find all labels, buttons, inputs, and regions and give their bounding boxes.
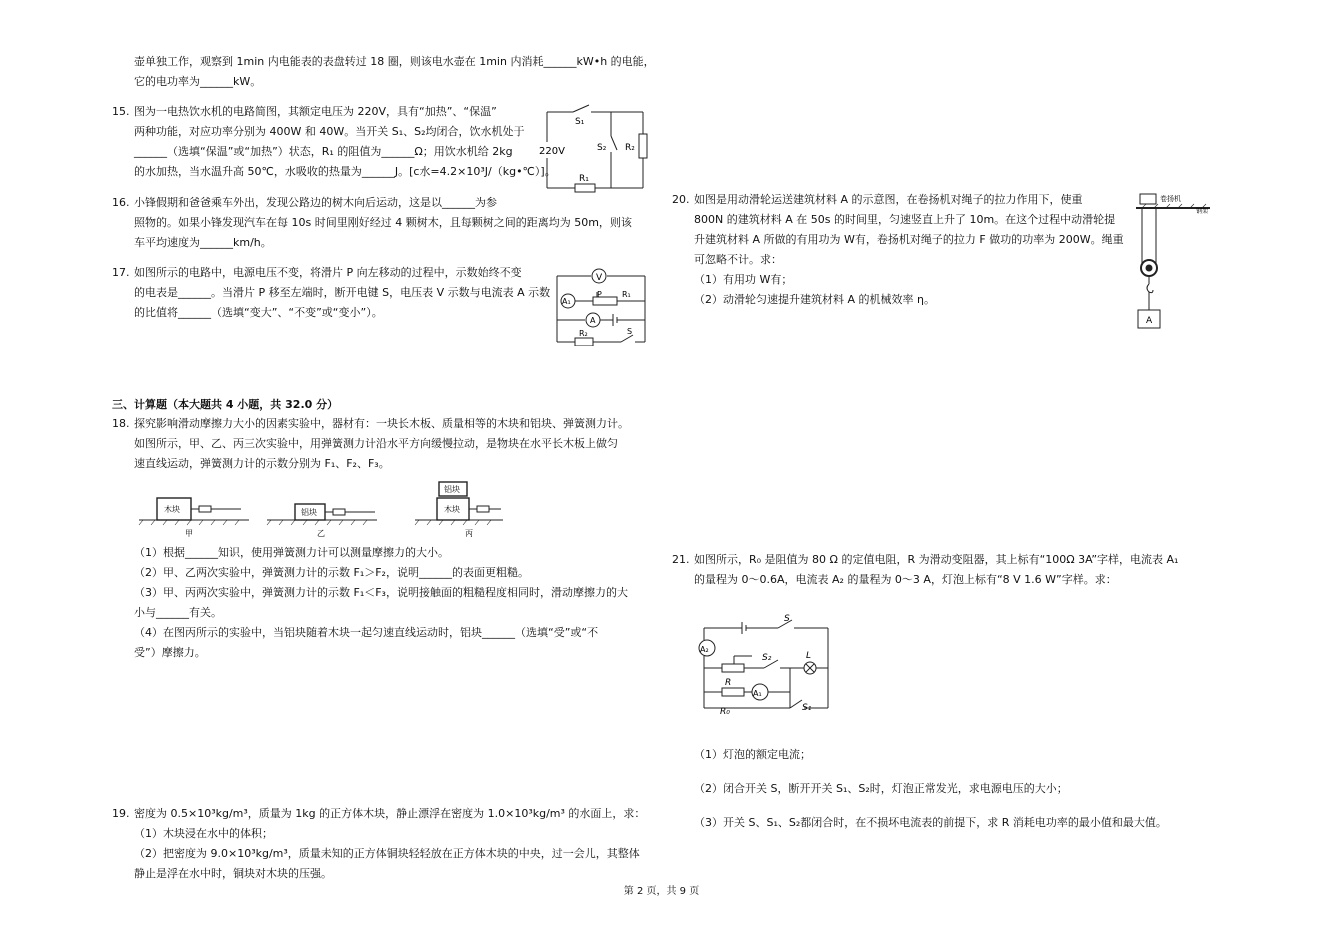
q21-fig-s: S [784,614,790,624]
q17-fig-v: V [596,273,603,283]
section-3-title: 三、计算题（本大题共 4 小题，共 32.0 分） [112,398,339,411]
q17-fig-a1: A₁ [562,297,571,306]
question-20 [672,190,1124,310]
q17-fig-s: S [627,327,633,336]
q16-line-2: 照物的。如果小锋发现汽车在每 10s 时间里刚好经过 4 颗树木，且每颗树之间的距离均为 50m，则该 [134,216,632,229]
q17-number: 17. [112,266,130,279]
question-18 [112,414,629,474]
q18-line-1: 探究影响滑动摩擦力大小的因素实验中，器材有：一块长木板、质量相等的木块和铝块、弹簧测力计。 [134,417,629,430]
q18-fig-al-yi: 铝块 [301,508,317,517]
q21-part-1: （1）灯泡的额定电流； [694,748,811,761]
q17-line-1: 如图所示的电路中，电源电压不变，将滑片 P 向左移动的过程中，示数始终不变 [134,266,522,279]
q18-fig-label-jia: 甲 [185,529,193,538]
q19-part-1: （1）木块浸在水中的体积； [134,827,273,840]
question-14-continued [134,52,655,92]
q20-fig-winch: 卷扬机 [1160,195,1181,203]
q18-fig-wood-jia: 木块 [164,505,180,514]
q15-line-2: 两种功能，对应功率分别为 400W 和 40W。当开关 S₁、S₂均闭合，饮水机处于 [134,125,525,138]
q17-line-3: 的比值将______（选填“变大”、“不变”或“变小”）。 [134,306,383,319]
q19-part-2b: 静止是浮在水中时，铜块对木块的压强。 [134,867,332,880]
q21-circuit-diagram [692,610,842,716]
q18-line-2: 如图所示，甲、乙、丙三次实验中，用弹簧测力计沿水平方向缓慢拉动，是物块在水平长木板上做匀 [134,437,618,450]
q18-fig-wood-bing: 木块 [444,505,460,514]
q17-line-2: 的电表是______。当滑片 P 移至左端时，断开电键 S，电压表 V 示数与电流表 A 示数 [134,286,551,299]
q15-fig-voltage: 220V [539,146,565,157]
q20-line-1: 如图是用动滑轮运送建筑材料 A 的示意图，在卷扬机对绳子的拉力作用下，使重 [694,193,1083,206]
q15-fig-r1: R₁ [579,174,589,184]
q16-line-3: 车平均速度为______km/h。 [134,236,272,249]
q18-part-2: （2）甲、乙两次实验中，弹簧测力计的示数 F₁＞F₂，说明______的表面更粗糙。 [134,566,529,579]
q20-fig-a: A [1146,316,1153,326]
question-18-parts [134,543,628,663]
q21-fig-a1: A₁ [753,689,762,698]
q18-part-4b: 受”）摩擦力。 [134,646,206,659]
q18-line-3: 速直线运动，弹簧测力计的示数分别为 F₁、F₂、F₃。 [134,457,390,470]
page-footer: 第 2 页，共 9 页 [623,886,700,897]
q18-part-1: （1）根据______知识，使用弹簧测力计可以测量摩擦力的大小。 [134,546,449,559]
q18-number: 18. [112,417,130,430]
q20-pulley-diagram [1130,188,1220,334]
q21-fig-s1: S₁ [802,703,812,713]
question-21-parts [694,738,1167,840]
q21-part-2: （2）闭合开关 S，断开开关 S₁、S₂时，灯泡正常发光，求电源电压的大小； [694,782,1068,795]
q18-fig-label-bing: 丙 [465,529,473,538]
question-16 [112,193,632,253]
q21-fig-l: L [806,651,812,661]
q16-line-1: 小锋假期和爸爸乘车外出，发现公路边的树木向后运动，这是以______为参 [134,196,497,209]
q19-line-1: 密度为 0.5×10³kg/m³，质量为 1kg 的正方体木块，静止漂浮在密度为 1.0×10³kg/m³ 的水面上，求： [134,807,646,820]
q20-number: 20. [672,193,690,206]
q17-fig-r2: R₂ [579,329,588,338]
q15-line-4: 的水加热，当水温升高 50℃，水吸收的热量为______J。[c水=4.2×10³J/（kg•℃）]。 [134,165,556,178]
q15-line-1: 图为一电热饮水机的电路简图，其额定电压为 220V，具有“加热”、“保温” [134,105,497,118]
q21-line-2: 的量程为 0～0.6A，电流表 A₂ 的量程为 0～3 A，灯泡上标有“8 V 1.6 W”字样。求： [694,573,1117,586]
q15-line-3: ______（选填“保温”或“加热”）状态，R₁ 的阻值为______Ω；用饮水机给 2kg [134,145,513,158]
q20-part-1: （1）有用功 W有； [694,273,793,286]
q21-part-3: （3）开关 S、S₁、S₂都闭合时，在不损坏电流表的前提下，求 R 消耗电功率的最小值和最大值。 [694,816,1167,829]
q14-line-1: 壶单独工作，观察到 1min 内电能表的表盘转过 18 圈，则该电水壶在 1min 内消耗______kW•h 的电能， [134,55,655,68]
q21-line-1: 如图所示，R₀ 是阻值为 80 Ω 的定值电阻，R 为滑动变阻器，其上标有“100Ω 3A”字样，电流表 A₁ [694,553,1179,566]
q21-fig-a2: A₂ [700,645,709,654]
q16-number: 16. [112,196,130,209]
q21-fig-s2: S₂ [762,653,772,663]
q15-number: 15. [112,105,130,118]
q15-fig-s1: S₁ [575,117,585,127]
q19-part-2a: （2）把密度为 9.0×10³kg/m³，质量未知的正方体铜块轻轻放在正方体木块的中央，过一会儿，其整体 [134,847,640,860]
q17-fig-p: P [597,290,602,299]
q20-fig-frame: 钢架 [1196,208,1209,215]
q17-circuit-diagram [553,264,653,346]
q21-fig-r0: R₀ [720,707,730,716]
q20-line-2: 800N 的建筑材料 A 在 50s 的时间里，匀速竖直上升了 10m。在这个过程中动滑轮提 [694,213,1116,226]
q17-fig-a: A [590,316,596,325]
q21-number: 21. [672,553,690,566]
q18-part-3a: （3）甲、丙两次实验中，弹簧测力计的示数 F₁＜F₃，说明接触面的粗糙程度相同时，滑动摩擦力的大 [134,586,628,599]
q15-circuit-diagram [535,102,655,194]
q18-part-3b: 小与______有关。 [134,606,222,619]
question-21 [672,550,1178,590]
q18-part-4a: （4）在图丙所示的实验中，当铝块随着木块一起匀速直线运动时，铝块______（选填“受”或“不 [134,626,599,639]
q17-fig-r1: R₁ [622,290,631,299]
q14-line-2: 它的电功率为______kW。 [134,75,262,88]
q18-fig-al-bing: 铝块 [444,485,460,494]
q21-fig-r: R [725,678,732,688]
question-19 [112,804,645,884]
q20-line-3: 升建筑材料 A 所做的有用功为 W有，卷扬机对绳子的拉力 F 做功的功率为 200W。绳重 [694,233,1124,246]
q20-part-2: （2）动滑轮匀速提升建筑材料 A 的机械效率 η。 [694,293,935,306]
q20-line-4: 可忽略不计。求： [694,253,782,266]
q19-number: 19. [112,807,130,820]
q18-fig-label-yi: 乙 [317,529,325,538]
question-17 [112,263,550,323]
q15-fig-s2: S₂ [597,143,607,153]
q18-experiment-figures [135,478,505,540]
question-15 [112,102,556,182]
q15-fig-r2: R₂ [625,143,635,153]
